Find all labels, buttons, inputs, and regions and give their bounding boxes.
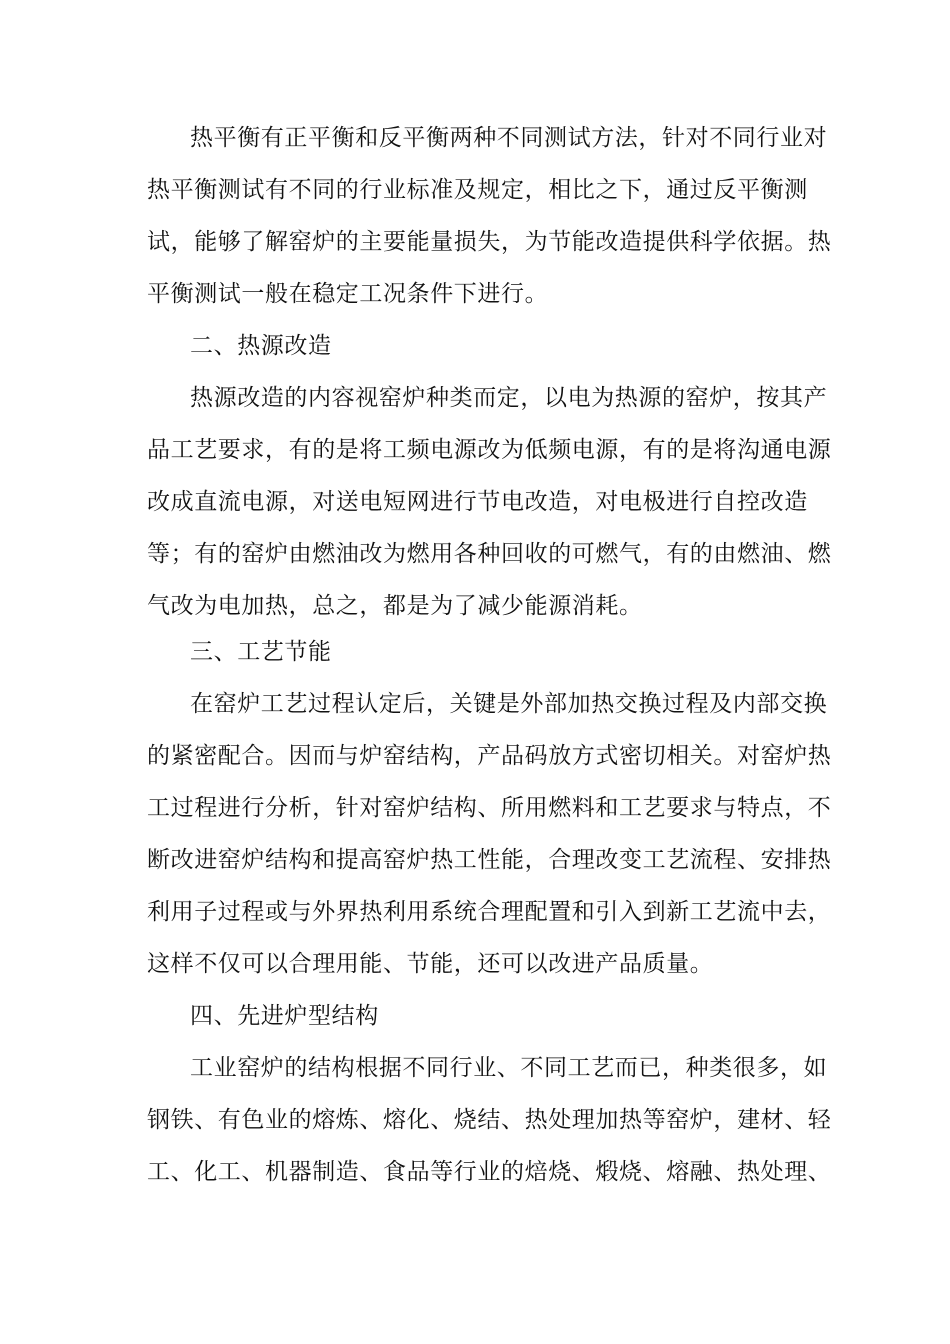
paragraph-1-line-2: 热平衡测试有不同的行业标准及规定，相比之下，通过反平衡测	[147, 177, 808, 203]
paragraph-4-line-3: 工、化工、机器制造、食品等行业的焙烧、煅烧、熔融、热处理、	[147, 1159, 832, 1185]
paragraph-1-line-4: 平衡测试一般在稳定工况条件下进行。	[147, 281, 549, 307]
paragraph-3-line-4: 断改进窑炉结构和提高窑炉热工性能，合理改变工艺流程、安排热	[147, 847, 832, 873]
section-heading-process: 三、工艺节能	[190, 639, 332, 665]
paragraph-4-line-1: 工业窑炉的结构根据不同行业、不同工艺而已，种类很多，如	[190, 1055, 828, 1081]
paragraph-3-line-5: 利用子过程或与外界热利用系统合理配置和引入到新工艺流中去，	[147, 899, 832, 925]
paragraph-1-line-1: 热平衡有正平衡和反平衡两种不同测试方法，针对不同行业对	[190, 125, 828, 151]
paragraph-3-line-3: 工过程进行分析，针对窑炉结构、所用燃料和工艺要求与特点，不	[147, 795, 832, 821]
paragraph-3-line-2: 的紧密配合。因而与炉窑结构，产品码放方式密切相关。对窑炉热	[147, 743, 832, 769]
paragraph-1-line-3: 试，能够了解窑炉的主要能量损失，为节能改造提供科学依据。热	[147, 229, 832, 255]
section-heading-furnace-structure: 四、先进炉型结构	[190, 1003, 379, 1029]
paragraph-2-line-1: 热源改造的内容视窑炉种类而定，以电为热源的窑炉，按其产	[190, 385, 828, 411]
paragraph-3-line-6: 这样不仅可以合理用能、节能，还可以改进产品质量。	[147, 951, 714, 977]
section-heading-heat-source: 二、热源改造	[190, 333, 332, 359]
paragraph-4-line-2: 钢铁、有色业的熔炼、熔化、烧结、热处理加热等窑炉，建材、轻	[147, 1107, 832, 1133]
paragraph-2-line-5: 气改为电加热，总之，都是为了减少能源消耗。	[147, 593, 643, 619]
paragraph-3-line-1: 在窑炉工艺过程认定后，关键是外部加热交换过程及内部交换	[190, 691, 828, 717]
paragraph-2-line-4: 等；有的窑炉由燃油改为燃用各种回收的可燃气，有的由燃油、燃	[147, 541, 832, 567]
paragraph-2-line-3: 改成直流电源，对送电短网进行节电改造，对电极进行自控改造	[147, 489, 808, 515]
paragraph-2-line-2: 品工艺要求，有的是将工频电源改为低频电源，有的是将沟通电源	[147, 437, 832, 463]
